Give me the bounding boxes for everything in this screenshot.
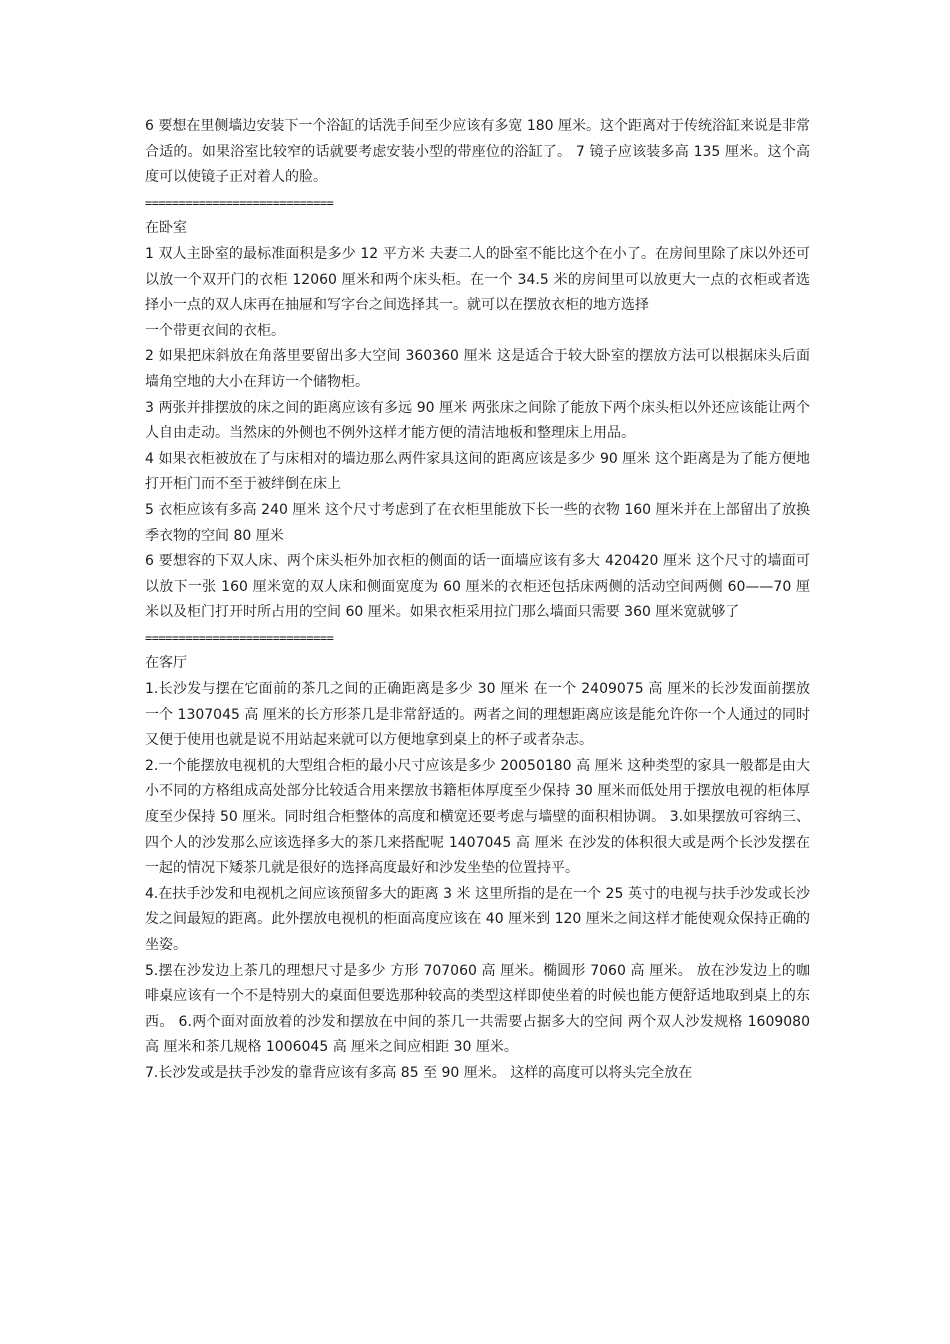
paragraph: 2 如果把床斜放在角落里要留出多大空间 360360 厘米 这是适合于较大卧室的摆放方法可以根据床头后面墙角空地的大小在拜访一个储物柜。 [145, 348, 810, 390]
section-separator: ============================ [145, 195, 334, 210]
paragraph: 6 要想容的下双人床、两个床头柜外加衣柜的侧面的话一面墙应该有多大 420420 厘米 这个尺寸的墙面可以放下一张 160 厘米宽的双人床和侧面宽度为 60 厘米的衣柜还包括床两侧的活动空间两侧 60——70 厘米以及柜门打开时所占用的空间 60 厘米。如果衣柜采用拉门那么墙面只需要 360 厘米宽就够了 [145, 553, 810, 621]
document-body [145, 114, 810, 1087]
paragraph: 6 要想在里侧墙边安装下一个浴缸的话洗手间至少应该有多宽 180 厘米。这个距离对于传统浴缸来说是非常合适的。如果浴室比较窄的话就要考虑安装小型的带座位的浴缸了。 7 镜子应该装多高 135 厘米。这个高度可以使镜子正对着人的脸。 [145, 118, 810, 186]
section-heading-bedroom: 在卧室 [145, 220, 187, 237]
paragraph: 5.摆在沙发边上茶几的理想尺寸是多少 方形 707060 高 厘米。椭圆形 7060 高 厘米。 放在沙发边上的咖啡桌应该有一个不是特别大的桌面但要选那种较高的类型这样即使坐着的时候也能方便舒适地取到桌上的东西。 6.两个面对面放着的沙发和摆放在中间的茶几一共需要占据多大的空间 两个双人沙发规格 1609080 高 厘米和茶几规格 1006045 高 厘米之间应相距 30 厘米。 [145, 962, 810, 1056]
paragraph: 2.一个能摆放电视机的大型组合柜的最小尺寸应该是多少 20050180 高 厘米 这种类型的家具一般都是由大小不同的方格组成高处部分比较适合用来摆放书籍柜体厚度至少保持 30 厘米而低处用于摆放电视的柜体厚度至少保持 50 厘米。同时组合柜整体的高度和横宽还要考虑与墙壁的面积相协调。 3.如果摆放可容纳三、四个人的沙发那么应该选择多大的茶几来搭配呢 1407045 高 厘米 在沙发的体积很大或是两个长沙发摆在一起的情况下矮茶几就是很好的选择高度最好和沙发坐垫的位置持平。 [145, 757, 810, 877]
paragraph: 7.长沙发或是扶手沙发的靠背应该有多高 85 至 90 厘米。 这样的高度可以将头完全放在 [145, 1064, 693, 1081]
paragraph: 3 两张并排摆放的床之间的距离应该有多远 90 厘米 两张床之间除了能放下两个床头柜以外还应该能让两个人自由走动。当然床的外侧也不例外这样才能方便的清洁地板和整理床上用品。 [145, 399, 810, 442]
section-separator: ============================ [145, 630, 334, 645]
paragraph: 4.在扶手沙发和电视机之间应该预留多大的距离 3 米 这里所指的是在一个 25 英寸的电视与扶手沙发或长沙发之间最短的距离。此外摆放电视机的柜面高度应该在 40 厘米到 120 厘米之间这样才能使观众保持正确的坐姿。 [145, 885, 810, 953]
paragraph: 5 衣柜应该有多高 240 厘米 这个尺寸考虑到了在衣柜里能放下长一些的衣物 160 厘米并在上部留出了放换季衣物的空间 80 厘米 [145, 501, 810, 544]
paragraph: 1.长沙发与摆在它面前的茶几之间的正确距离是多少 30 厘米 在一个 2409075 高 厘米的长沙发面前摆放一个 1307045 高 厘米的长方形茶几是非常舒适的。两者之间的理想距离应该是能允许你一个人通过的同时又便于使用也就是说不用站起来就可以方便地拿到桌上的杯子或者杂志。 [145, 681, 810, 749]
paragraph: 4 如果衣柜被放在了与床相对的墙边那么两件家具这间的距离应该是多少 90 厘米 这个距离是为了能方便地打开柜门而不至于被绊倒在床上 [145, 450, 810, 493]
section-heading-living-room: 在客厅 [145, 655, 187, 672]
paragraph: 一个带更衣间的衣柜。 [145, 322, 285, 339]
paragraph: 1 双人主卧室的最标准面积是多少 12 平方米 夫妻二人的卧室不能比这个在小了。在房间里除了床以外还可以放一个双开门的衣柜 12060 厘米和两个床头柜。在一个 34.5 米的房间里可以放更大一点的衣柜或者选择小一点的双人床再在抽屉和写字台之间选择其一。就可以在摆放衣柜的地方选择 [145, 245, 810, 314]
